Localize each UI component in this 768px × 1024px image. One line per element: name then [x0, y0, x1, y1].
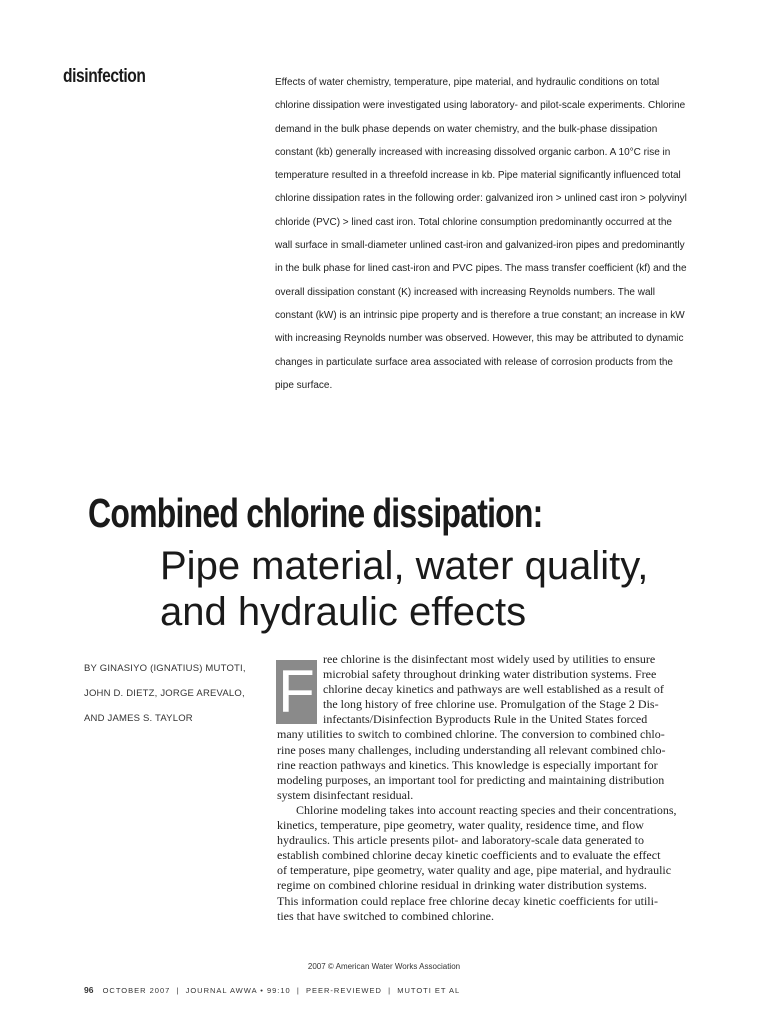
page-footer — [84, 985, 460, 995]
copyright-notice: 2007 © American Water Works Association — [307, 962, 461, 971]
abstract-line: chlorine dissipation rates in the following order: galvanized iron > unlined cast iron > polyvinyl — [275, 193, 687, 205]
abstract-line: constant (kW) is an intrinsic pipe property and is therefore a true constant; an increase in kW — [275, 309, 685, 321]
body-line: modeling purposes, an important tool for predicting and maintaining distribution — [277, 772, 665, 787]
abstract-line: Effects of water chemistry, temperature, pipe material, and hydraulic conditions on total — [275, 77, 660, 88]
abstract-line: demand in the bulk phase depends on water chemistry, and the bulk-phase dissipation — [275, 123, 658, 135]
article-title-line-2: Pipe material, water quality, — [160, 544, 649, 588]
abstract-line: changes in particulate surface area associated with release of corrosion products from the — [275, 356, 673, 368]
abstract-line: chlorine dissipation were investigated using laboratory- and pilot-scale experiments. Chlorine — [275, 100, 686, 112]
body-line: rine reaction pathways and kinetics. This knowledge is especially important for — [277, 757, 658, 772]
author-line: AND JAMES S. TAYLOR — [84, 713, 193, 724]
body-line: establish combined chlorine decay kinetic coefficients and to evaluate the effect — [277, 848, 661, 863]
article-title-line-3: and hydraulic effects — [160, 590, 527, 634]
abstract-line: in the bulk phase for lined cast-iron and PVC pipes. The mass transfer coefficient (kf) and the — [275, 263, 687, 275]
abstract-line: wall surface in small-diameter unlined cast-iron and galvanized-iron pipes and predominantly — [275, 240, 685, 252]
article-title-line-1: Combined chlorine dissipation: — [88, 490, 543, 536]
body-line: hydraulics. This article presents pilot- and laboratory-scale data generated to — [277, 833, 644, 848]
page-number: 96 — [84, 985, 94, 995]
abstract — [275, 71, 687, 397]
body-line: system disinfectant residual. — [277, 787, 414, 802]
body-line: regime on combined chlorine residual in drinking water distribution systems. — [277, 878, 647, 893]
body-line: Chlorine modeling takes into account reacting species and their concentrations, — [296, 802, 677, 817]
body-line: chlorine decay kinetics and pathways are well established as a result of — [323, 682, 664, 697]
body-line: many utilities to switch to combined chlorine. The conversion to combined chlo- — [277, 727, 665, 742]
article-body — [277, 652, 685, 924]
body-line: This information could replace free chlorine decay kinetic coefficients for utili- — [277, 893, 658, 908]
running-footer-text: OCTOBER 2007 | JOURNAL AWWA • 99:10 | PEER-REVIEWED | MUTOTI ET AL — [102, 986, 461, 995]
abstract-line: constant (kb) generally increased with increasing dissolved organic carbon. A 10°C rise in — [275, 146, 671, 158]
author-line: BY GINASIYO (IGNATIUS) MUTOTI, — [84, 663, 246, 674]
abstract-line: chloride (PVC) > lined cast iron. Total chlorine consumption predominantly occurred at the — [275, 216, 672, 228]
body-line: of temperature, pipe geometry, water quality and age, pipe material, and hydraulic — [277, 863, 672, 878]
body-line: rine poses many challenges, including understanding all relevant combined chlo- — [277, 742, 666, 757]
abstract-line: temperature resulted in a threefold increase in kb. Pipe material significantly influenced total — [275, 170, 681, 182]
body-line: the long history of free chlorine use. Promulgation of the Stage 2 Dis- — [323, 697, 659, 712]
section-label: disinfection — [63, 66, 146, 87]
abstract-line: overall dissipation constant (K) increased with increasing Reynolds numbers. The wall — [275, 286, 655, 298]
body-line: microbial safety throughout drinking water distribution systems. Free — [323, 667, 657, 682]
body-line: ties that have switched to combined chlorine. — [277, 908, 494, 923]
abstract-line: with increasing Reynolds number was observed. However, this may be attributed to dynamic — [275, 333, 684, 345]
article-title-subtitle — [160, 543, 648, 635]
body-line: kinetics, temperature, pipe geometry, water quality, residence time, and flow — [277, 818, 644, 833]
body-line: infectants/Disinfection Byproducts Rule in the United States forced — [323, 712, 648, 727]
abstract-line: pipe surface. — [275, 379, 333, 391]
drop-cap: F — [276, 660, 317, 724]
body-line: ree chlorine is the disinfectant most widely used by utilities to ensure — [323, 652, 656, 666]
author-byline — [84, 656, 269, 731]
author-line: JOHN D. DIETZ, JORGE AREVALO, — [84, 688, 245, 699]
